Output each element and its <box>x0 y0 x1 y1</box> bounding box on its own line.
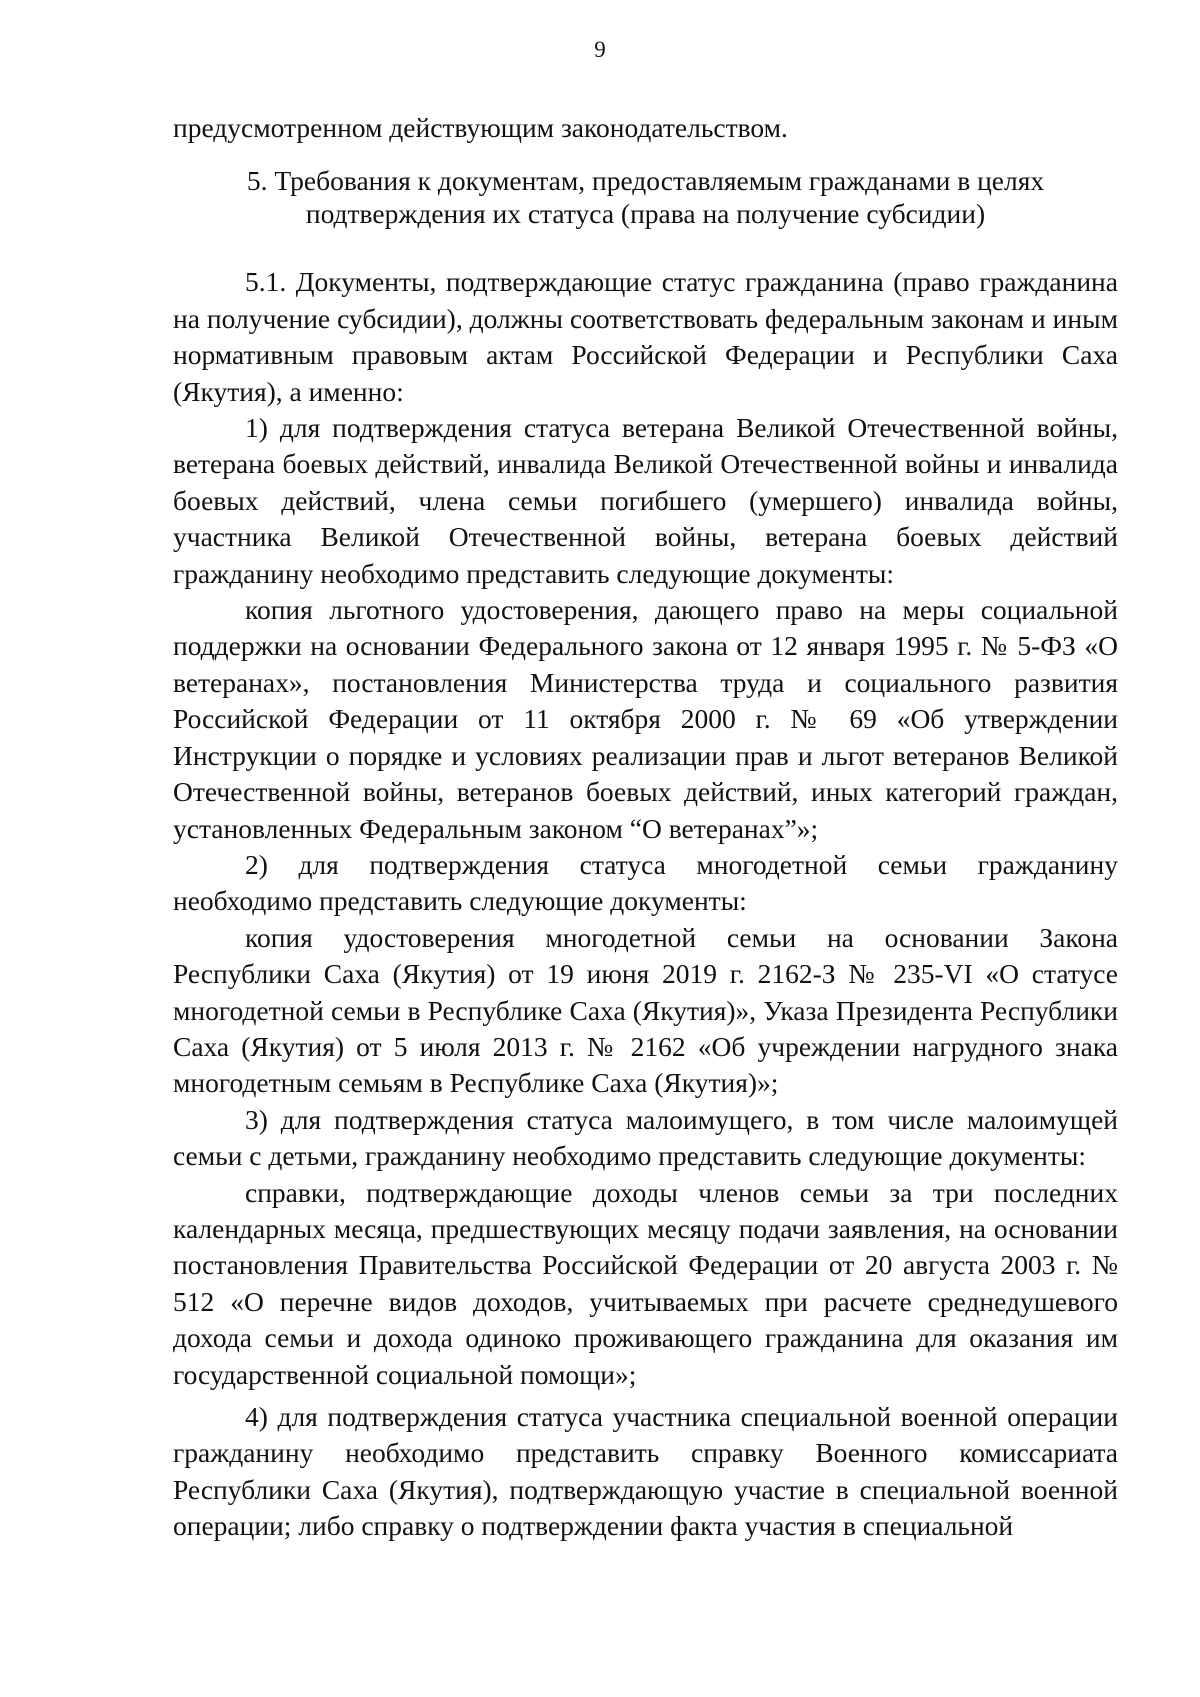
item-3-documents: справки, подтверждающие доходы членов семьи за три последних календарных месяца, предшествующих месяцу подачи заявления, на основании постановления Правительства Российской Федерации от 20 августа 2003 г. № 512 «О перечне видов доходов, учитываемых при расчете среднедушевого дохода семьи и дохода одиноко проживающего гражданина для оказания им государственной социальной помощи»; <box>173 1176 1118 1390</box>
item-1-veterans: 1) для подтверждения статуса ветерана Великой Отечественной войны, ветерана боевых действий, инвалида Великой Отечественной войны и инвалида боевых действий, члена семьи погибшего (умершего) инвалида войны, участника Великой Отечественной войны, ветерана боевых действий гражданину необходимо представить следующие документы: <box>173 412 1118 589</box>
section-heading <box>173 164 1118 230</box>
item-2-large-family: 2) для подтверждения статуса многодетной семьи гражданину необходимо представить следующие документы: <box>173 848 1118 917</box>
item-3-low-income: 3) для подтверждения статуса малоимущего, в том числе малоимущей семьи с детьми, гражданину необходимо представить следующие документы: <box>173 1103 1118 1172</box>
item-4-military-operation: 4) для подтверждения статуса участника специальной военной операции гражданину необходимо представить справку Военного комиссариата Республики Саха (Якутия), подтверждающую участие в специальной военной операции; либо справку о подтверждении факта участия в специальной <box>173 1401 1118 1542</box>
item-2-documents: копия удостоверения многодетной семьи на основании Закона Республики Саха (Якутия) от 19 июня 2019 г. 2162-З № 235-VI «О статусе многодетной семьи в Республике Саха (Якутия)», Указа Президента Республики Саха (Якутия) от 5 июля 2013 г. № 2162 «Об учреждении нагрудного знака многодетным семьям в Республике Саха (Якутия)»; <box>173 921 1118 1099</box>
clause-5-1: 5.1. Документы, подтверждающие статус гражданина (право гражданина на получение субсидии), должны соответствовать федеральным законам и иным нормативным правовым актам Российской Федерации и Республики Саха (Якутия), а именно: <box>173 266 1118 407</box>
document-body <box>173 110 1118 1545</box>
section-heading-line-1: 5. Требования к документам, предоставляемым гражданами в целях <box>246 165 1045 197</box>
item-1-documents: копия льготного удостоверения, дающего право на меры социальной поддержки на основании Федерального закона от 12 января 1995 г. № 5-ФЗ «О ветеранах», постановления Министерства труда и социального развития Российской Федерации от 11 октября 2000 г. № 69 «Об утверждении Инструкции о порядке и условиях реализации прав и льгот ветеранов Великой Отечественной войны, ветеранов боевых действий, иных категорий граждан, установленных Федеральным законом “О ветеранах”»; <box>173 594 1118 844</box>
section-heading-line-2: подтверждения их статуса (права на получение субсидии) <box>305 198 986 230</box>
intro-paragraph: предусмотренном действующим законодательством. <box>173 112 788 143</box>
page-number: 9 <box>594 37 606 62</box>
